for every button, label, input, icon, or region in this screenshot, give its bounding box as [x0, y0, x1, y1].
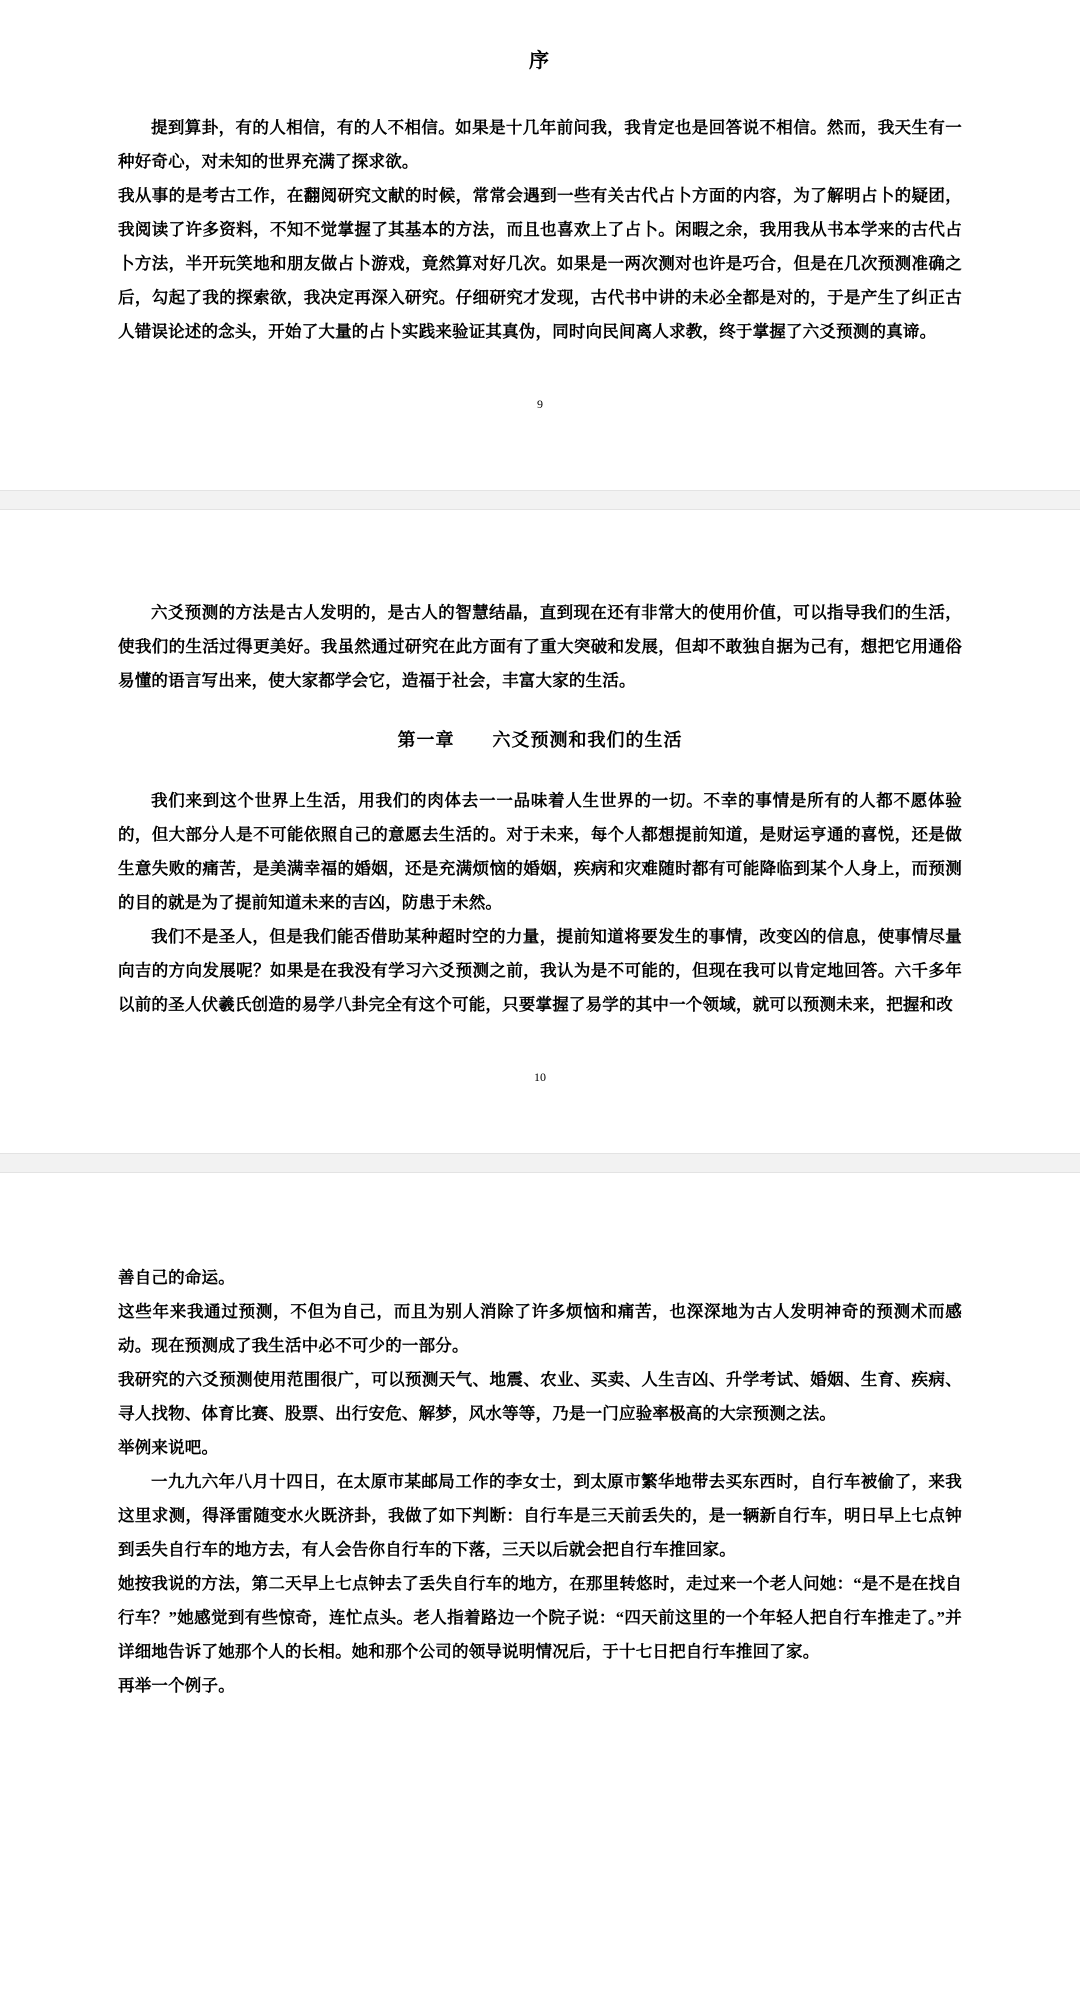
paragraph: 这些年来我通过预测，不但为自己，而且为别人消除了许多烦恼和痛苦，也深深地为古人发明神奇的预测术而感动。现在预测成了我生活中必不可少的一部分。 — [118, 1302, 962, 1355]
paragraph: 我们来到这个世界上生活，用我们的肉体去一一品味着人生世界的一切。不幸的事情是所有的人都不愿体验的，但大部分人是不可能依照自己的意愿去生活的。对于未来，每个人都想提前知道，是财运亨通的喜悦，还是做生意失败的痛苦，是美满幸福的婚姻，还是充满烦恼的婚姻，疾病和灾难随时都有可能降临到某个人身上，而预测的目的就是为了提前知道未来的吉凶，防患于未然。 — [118, 791, 962, 912]
page-separator — [0, 1153, 1080, 1173]
spacer — [118, 774, 962, 784]
paragraph: 她按我说的方法，第二天早上七点钟去了丢失自行车的地方，在那里转悠时，走过来一个老人问她：“是不是在找自行车？”她感觉到有些惊奇，连忙点头。老人指着路边一个院子说：“四天前这里的一个年轻人把自行车推走了。”并详细地告诉了她那个人的长相。她和那个公司的领导说明情况后，于十七日把自行车推回了家。 — [118, 1574, 962, 1661]
paragraph: 再举一个例子。 — [118, 1676, 235, 1695]
document-page — [0, 510, 1080, 1153]
page-separator — [0, 490, 1080, 510]
paragraph: 我从事的是考古工作，在翻阅研究文献的时候，常常会遇到一些有关古代占卜方面的内容，为了解明占卜的疑团，我阅读了许多资料，不知不觉掌握了其基本的方法，而且也喜欢上了占卜。闲暇之余，我用我从书本学来的古代占卜方法，半开玩笑地和朋友做占卜游戏，竟然算对好几次。如果是一两次测对也许是巧合，但是在几次预测准确之后，勾起了我的探索欲，我决定再深入研究。仔细研究才发现，古代书中讲的未必全都是对的，于是产生了纠正古人错误论述的念头，开始了大量的占卜实践来验证其真伪，同时向民间离人求教，终于掌握了六爻预测的真谛。 — [118, 186, 962, 341]
spacer — [118, 412, 962, 454]
chapter-title: 第一章 六爻预测和我们的生活 — [397, 730, 683, 750]
paragraph: 善自己的命运。 — [118, 1268, 235, 1287]
paragraph: 我们不是圣人，但是我们能否借助某种超时空的力量，提前知道将要发生的事情，改变凶的信息，使事情尽量向吉的方向发展呢？如果是在我没有学习六爻预测之前，我认为是不可能的，但现在我可以肯定地回答。六千多年以前的圣人伏羲氏创造的易学八卦完全有这个可能，只要掌握了易学的其中一个领域，就可以预测未来，把握和改 — [118, 927, 962, 1014]
spacer — [118, 1085, 962, 1123]
spacer — [118, 73, 962, 111]
page-number: 9 — [537, 397, 543, 411]
paragraph: 提到算卦，有的人相信，有的人不相信。如果是十几年前问我，我肯定也是回答说不相信。然而，我天生有一种好奇心，对未知的世界充满了探求欲。 — [118, 118, 962, 171]
document-page — [0, 1173, 1080, 1743]
spacer — [118, 1173, 962, 1261]
spacer — [118, 1022, 962, 1070]
page-number: 10 — [534, 1070, 546, 1084]
spacer — [118, 510, 962, 596]
paragraph: 六爻预测的方法是古人发明的，是古人的智慧结晶，直到现在还有非常大的使用价值，可以指导我们的生活，使我们的生活过得更美好。我虽然通过研究在此方面有了重大突破和发展，但却不敢独自据为己有，想把它用通俗易懂的语言写出来，使大家都学会它，造福于社会，丰富大家的生活。 — [118, 603, 962, 690]
spacer — [118, 349, 962, 397]
paragraph: 我研究的六爻预测使用范围很广，可以预测天气、地震、农业、买卖、人生吉凶、升学考试、婚姻、生育、疾病、寻人找物、体育比赛、股票、出行安危、解梦，风水等等，乃是一门应验率极高的大宗预测之法。 — [118, 1370, 962, 1423]
paragraph: 举例来说吧。 — [118, 1438, 219, 1457]
page-title: 序 — [529, 50, 551, 72]
paragraph: 一九九六年八月十四日，在太原市某邮局工作的李女士，到太原市繁华地带去买东西时，自行车被偷了，来我这里求测，得泽雷随变水火既济卦，我做了如下判断：自行车是三天前丢失的，是一辆新自行车，明日早上七点钟到丢失自行车的地方去，有人会告你自行车的下落，三天以后就会把自行车推回家。 — [118, 1472, 962, 1559]
document-page — [0, 0, 1080, 490]
